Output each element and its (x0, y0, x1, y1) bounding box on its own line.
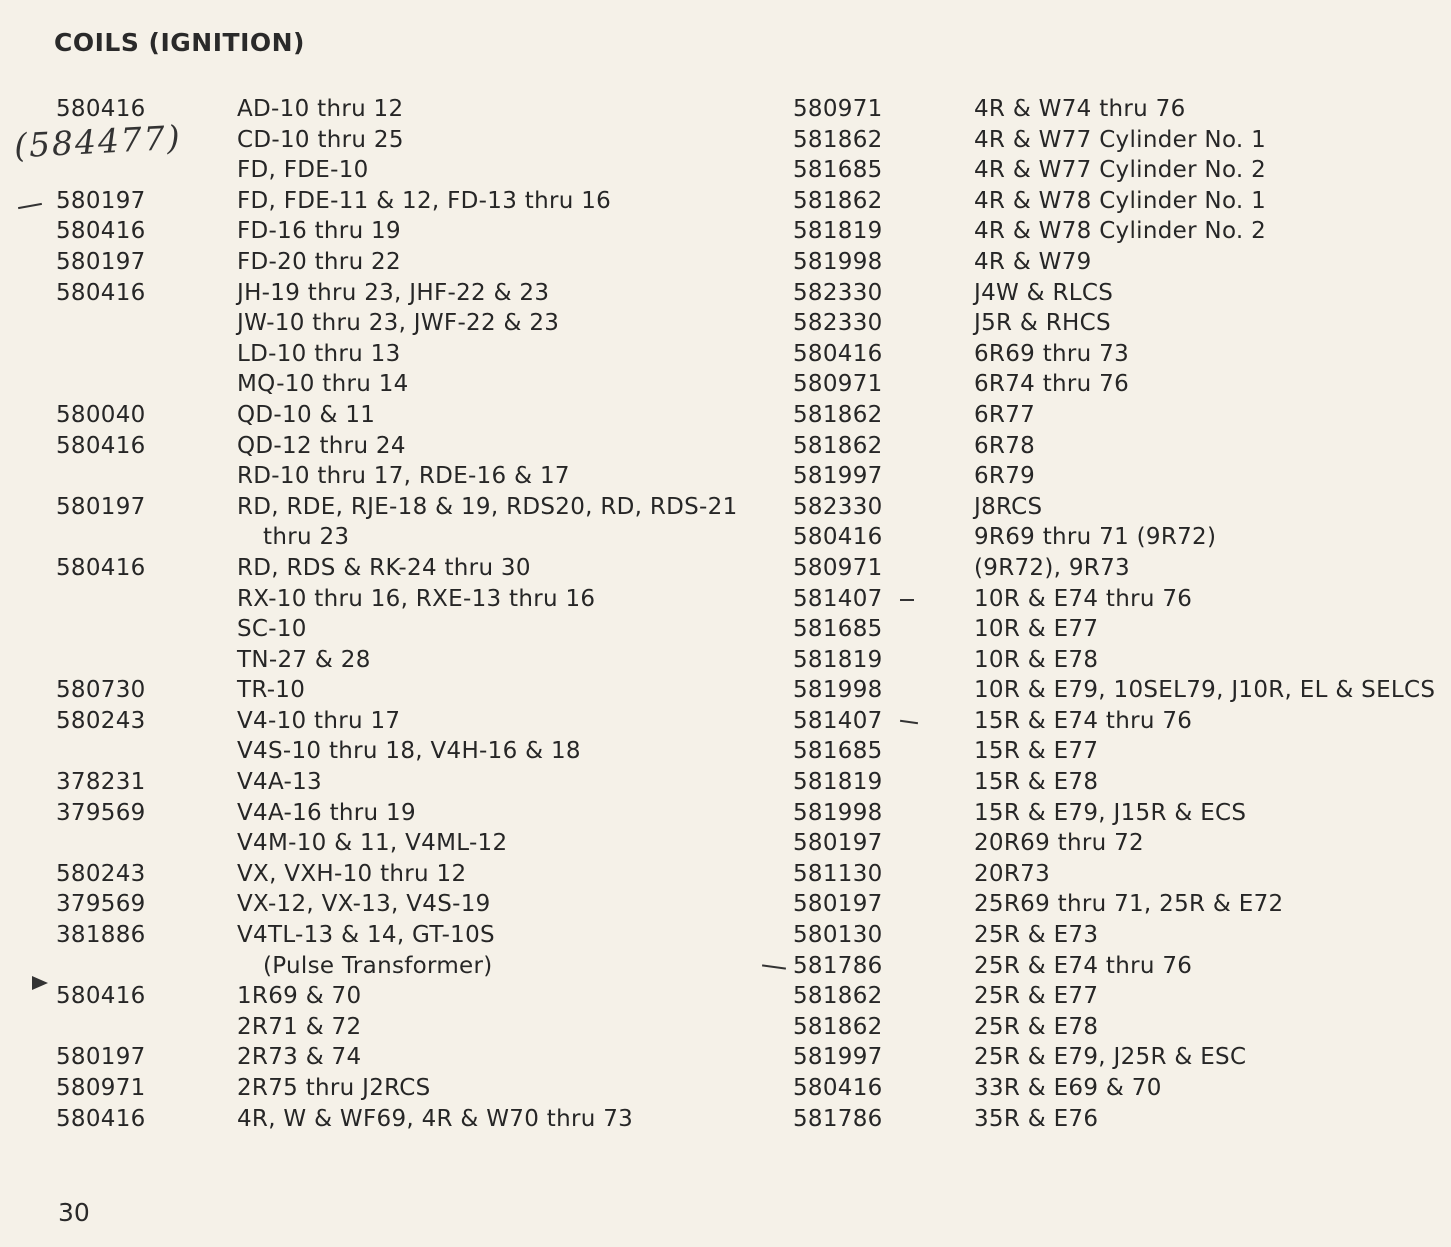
model-description: 10R & E78 (974, 646, 1099, 673)
model-description: 10R & E79, 10SEL79, J10R, EL & SELCS (974, 677, 1436, 704)
parts-row (793, 645, 1433, 676)
part-number: 580416 (793, 340, 883, 367)
model-description: 15R & E74 thru 76 (974, 707, 1193, 734)
model-description: V4S-10 thru 18, V4H-16 & 18 (237, 738, 581, 765)
arrow-marker-icon (32, 976, 48, 990)
part-number: 580971 (793, 96, 883, 122)
model-description: 4R & W77 Cylinder No. 2 (974, 157, 1267, 184)
parts-row (793, 369, 1433, 400)
model-description: 4R & W78 Cylinder No. 2 (974, 218, 1267, 245)
parts-row (793, 308, 1433, 339)
part-number: 581819 (793, 769, 883, 796)
model-description: QD-12 thru 24 (237, 432, 406, 459)
part-number: 582330 (793, 310, 883, 337)
part-number: 581862 (793, 401, 883, 428)
model-description: 6R69 thru 73 (974, 340, 1129, 367)
parts-row (793, 614, 1433, 645)
part-number: 580197 (56, 248, 146, 275)
model-description: 2R73 & 74 (237, 1044, 362, 1071)
parts-row (56, 369, 736, 400)
left-column (56, 94, 736, 1134)
model-description: V4A-16 thru 19 (237, 799, 416, 826)
parts-row (56, 736, 736, 767)
parts-row (793, 125, 1433, 156)
model-description: 33R & E69 & 70 (974, 1075, 1162, 1101)
model-description: V4M-10 & 11, V4ML-12 (237, 830, 508, 857)
parts-row (56, 278, 736, 309)
model-description: 4R & W78 Cylinder No. 1 (974, 187, 1267, 214)
part-number: 581819 (793, 646, 883, 673)
model-description: 15R & E79, J15R & ECS (974, 799, 1247, 826)
parts-row (793, 706, 1433, 737)
parts-row (56, 461, 736, 492)
part-number: 378231 (56, 769, 146, 796)
parts-row (793, 1012, 1433, 1043)
part-number: 379569 (56, 891, 146, 918)
model-description: thru 23 (263, 524, 350, 551)
model-description: 15R & E77 (974, 738, 1099, 765)
part-number: 580416 (56, 96, 146, 122)
parts-row (56, 859, 736, 890)
part-number: 580243 (56, 860, 146, 887)
part-number: 580416 (56, 279, 146, 306)
part-number: 581862 (793, 126, 883, 153)
parts-row (793, 186, 1433, 217)
part-number: 580040 (56, 401, 146, 428)
part-number: 381886 (56, 922, 146, 949)
parts-row (56, 828, 736, 859)
parts-row (56, 125, 736, 156)
parts-row (793, 828, 1433, 859)
parts-row (56, 798, 736, 829)
part-number: 581407 (793, 585, 883, 612)
part-number: 580416 (56, 432, 146, 459)
model-description: RD-10 thru 17, RDE-16 & 17 (237, 463, 570, 490)
model-description: TR-10 (237, 677, 306, 704)
model-description: J4W & RLCS (974, 279, 1114, 306)
model-description: 20R69 thru 72 (974, 830, 1144, 857)
model-description: 25R & E77 (974, 983, 1099, 1010)
part-number: 580197 (56, 493, 146, 520)
part-number: 580730 (56, 677, 146, 704)
model-description: VX, VXH-10 thru 12 (237, 860, 467, 887)
model-description: 1R69 & 70 (237, 983, 362, 1010)
part-number: 581819 (793, 218, 883, 245)
parts-row (793, 461, 1433, 492)
model-description: FD, FDE-11 & 12, FD-13 thru 16 (237, 187, 612, 214)
parts-row (56, 1042, 736, 1073)
model-description: RD, RDE, RJE-18 & 19, RDS20, RD, RDS-21 (237, 493, 738, 520)
model-description: 25R & E74 thru 76 (974, 952, 1193, 979)
model-description: 6R79 (974, 463, 1036, 490)
parts-row (56, 614, 736, 645)
model-description: 6R78 (974, 432, 1036, 459)
model-description: 4R & W74 thru 76 (974, 96, 1186, 122)
part-number: 581407 (793, 707, 883, 734)
parts-row (56, 308, 736, 339)
parts-row (56, 186, 736, 217)
model-description: J5R & RHCS (974, 310, 1111, 337)
parts-row (793, 736, 1433, 767)
part-number: 580416 (56, 554, 146, 581)
parts-row (56, 400, 736, 431)
pen-tick-mark (762, 964, 786, 969)
model-description: V4TL-13 & 14, GT-10S (237, 922, 495, 949)
parts-row (56, 951, 736, 982)
model-description: V4A-13 (237, 769, 322, 796)
parts-row (793, 1042, 1433, 1073)
part-number: 580243 (56, 707, 146, 734)
parts-row (56, 216, 736, 247)
page-title: COILS (IGNITION) (54, 28, 305, 57)
parts-row (56, 706, 736, 737)
parts-row (793, 278, 1433, 309)
part-number: 580197 (793, 830, 883, 857)
parts-row (793, 94, 1433, 125)
part-number: 580416 (793, 1075, 883, 1101)
part-number: 580130 (793, 922, 883, 949)
parts-row (793, 339, 1433, 370)
model-description: J8RCS (974, 493, 1043, 520)
parts-row (793, 431, 1433, 462)
part-number: 581786 (793, 1105, 883, 1132)
parts-row (793, 920, 1433, 951)
part-number: 581685 (793, 616, 883, 643)
model-description: FD, FDE-10 (237, 157, 369, 184)
parts-row (56, 981, 736, 1012)
parts-row (793, 522, 1433, 553)
model-description: 15R & E78 (974, 769, 1099, 796)
model-description: SC-10 (237, 616, 307, 643)
model-description: 4R, W & WF69, 4R & W70 thru 73 (237, 1105, 634, 1132)
model-description: MQ-10 thru 14 (237, 371, 409, 398)
part-number: 581998 (793, 248, 883, 275)
part-number: 580971 (56, 1075, 146, 1101)
model-description: 9R69 thru 71 (9R72) (974, 524, 1217, 551)
parts-row (56, 920, 736, 951)
model-description: 6R77 (974, 401, 1036, 428)
parts-row (56, 247, 736, 278)
parts-row (793, 767, 1433, 798)
model-description: TN-27 & 28 (237, 646, 371, 673)
model-description: FD-16 thru 19 (237, 218, 401, 245)
parts-row (793, 675, 1436, 706)
parts-row (56, 889, 736, 920)
parts-row (793, 400, 1433, 431)
parts-row (56, 553, 736, 584)
model-description: RX-10 thru 16, RXE-13 thru 16 (237, 585, 596, 612)
parts-row (56, 155, 736, 186)
parts-row (793, 492, 1433, 523)
right-column (793, 94, 1436, 1134)
part-number: 580416 (56, 983, 146, 1010)
model-description: LD-10 thru 13 (237, 340, 401, 367)
model-description: JH-19 thru 23, JHF-22 & 23 (237, 279, 550, 306)
model-description: 2R75 thru J2RCS (237, 1075, 431, 1101)
part-number: 581685 (793, 157, 883, 184)
part-number: 581685 (793, 738, 883, 765)
model-description: 10R & E77 (974, 616, 1099, 643)
model-description: JW-10 thru 23, JWF-22 & 23 (237, 310, 560, 337)
pen-tick-mark (18, 203, 42, 209)
parts-row (56, 339, 736, 370)
part-number: 581998 (793, 799, 883, 826)
parts-row (793, 216, 1433, 247)
parts-row (793, 247, 1433, 278)
part-number: 580416 (56, 218, 146, 245)
model-description: (9R72), 9R73 (974, 554, 1130, 581)
parts-row (793, 951, 1433, 982)
parts-row (56, 1104, 736, 1135)
model-description: 10R & E74 thru 76 (974, 585, 1193, 612)
model-description: AD-10 thru 12 (237, 96, 404, 122)
parts-row (793, 1104, 1433, 1135)
model-description: 6R74 thru 76 (974, 371, 1129, 398)
parts-row (793, 584, 1433, 615)
model-description: 20R73 (974, 860, 1051, 887)
model-description: V4-10 thru 17 (237, 707, 401, 734)
part-number: 582330 (793, 279, 883, 306)
model-description: 4R & W77 Cylinder No. 1 (974, 126, 1267, 153)
model-description: 2R71 & 72 (237, 1013, 362, 1040)
part-number: 581130 (793, 860, 883, 887)
part-number: 581862 (793, 983, 883, 1010)
parts-row (56, 94, 736, 125)
part-number: 580971 (793, 554, 883, 581)
model-description: (Pulse Transformer) (263, 952, 493, 979)
handwritten-part-number-note: (584477) (13, 117, 183, 166)
part-number: 379569 (56, 799, 146, 826)
model-description: RD, RDS & RK-24 thru 30 (237, 554, 531, 581)
parts-row (793, 553, 1433, 584)
part-number: 581997 (793, 1044, 883, 1071)
part-number: 581862 (793, 1013, 883, 1040)
part-number: 580971 (793, 371, 883, 398)
model-description: 25R & E73 (974, 922, 1099, 949)
parts-row (56, 522, 736, 553)
part-number: 582330 (793, 493, 883, 520)
part-number: 581998 (793, 677, 883, 704)
parts-row (793, 889, 1433, 920)
parts-row (793, 155, 1433, 186)
part-number: 580197 (793, 891, 883, 918)
model-description: QD-10 & 11 (237, 401, 376, 428)
parts-row (56, 767, 736, 798)
model-description: 25R & E78 (974, 1013, 1099, 1040)
model-description: 25R & E79, J25R & ESC (974, 1044, 1247, 1071)
part-number: 581786 (793, 952, 883, 979)
model-description: VX-12, VX-13, V4S-19 (237, 891, 491, 918)
parts-row (793, 981, 1433, 1012)
model-description: FD-20 thru 22 (237, 248, 401, 275)
parts-row (793, 798, 1433, 829)
part-number: 580416 (56, 1105, 146, 1132)
parts-row (56, 645, 736, 676)
part-number: 581862 (793, 187, 883, 214)
part-number: 580197 (56, 187, 146, 214)
model-description: 4R & W79 (974, 248, 1092, 275)
model-description: 25R69 thru 71, 25R & E72 (974, 891, 1284, 918)
part-number: 580197 (56, 1044, 146, 1071)
parts-row (56, 1073, 736, 1104)
parts-row (793, 1073, 1433, 1104)
parts-row (56, 492, 736, 523)
part-number: 580416 (793, 524, 883, 551)
parts-row (56, 675, 736, 706)
model-description: 35R & E76 (974, 1105, 1099, 1132)
part-number: 581997 (793, 463, 883, 490)
page-number: 30 (58, 1198, 90, 1227)
model-description: CD-10 thru 25 (237, 126, 404, 153)
parts-row (793, 859, 1433, 890)
parts-row (56, 584, 736, 615)
part-number: 581862 (793, 432, 883, 459)
parts-row (56, 431, 736, 462)
parts-row (56, 1012, 736, 1043)
